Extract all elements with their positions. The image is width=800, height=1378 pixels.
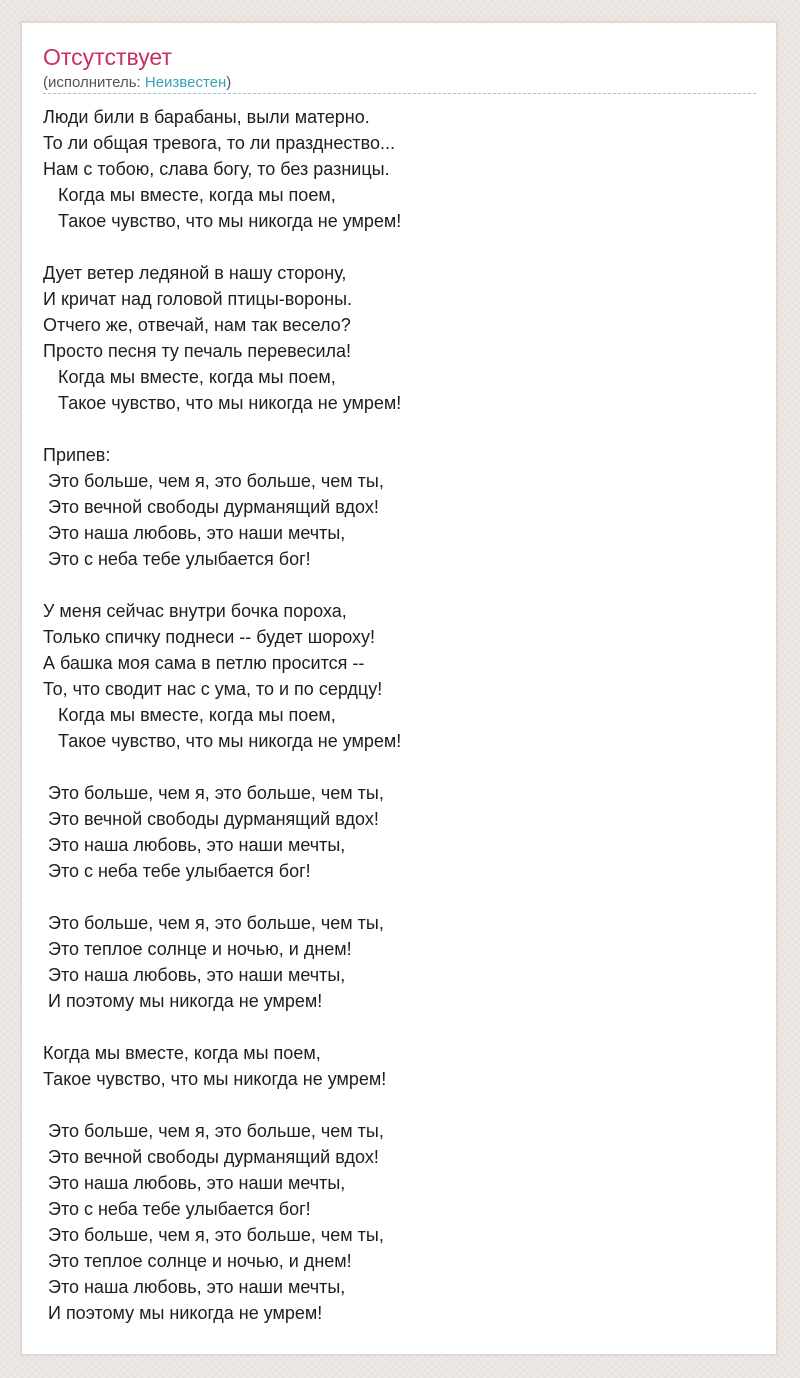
lyric-line: Отчего же, отвечай, нам так весело? — [43, 315, 351, 335]
lyric-line: Это с неба тебе улыбается бог! — [43, 861, 311, 881]
lyric-line: Дует ветер ледяной в нашу сторону, — [43, 263, 347, 283]
stanza-break — [43, 234, 753, 260]
lyric-line: И поэтому мы никогда не умрем! — [43, 991, 323, 1011]
lyric-line: Такое чувство, что мы никогда не умрем! — [43, 211, 402, 231]
lyric-line: У меня сейчас внутри бочка пороха, — [43, 601, 347, 621]
lyric-line: Когда мы вместе, когда мы поем, — [43, 705, 336, 725]
lyric-line: Это больше, чем я, это больше, чем ты, — [43, 1121, 384, 1141]
lyric-line: Это вечной свободы дурманящий вдох! — [43, 1147, 379, 1167]
lyric-line: Когда мы вместе, когда мы поем, — [43, 1043, 321, 1063]
lyric-line: Это больше, чем я, это больше, чем ты, — [43, 1225, 384, 1245]
lyric-line: То ли общая тревога, то ли празднество... — [43, 133, 395, 153]
stanza-break — [43, 572, 753, 598]
lyric-line: Просто песня ту печаль перевесила! — [43, 341, 352, 361]
title-divider — [43, 93, 756, 94]
stanza-break — [43, 754, 753, 780]
lyric-line: Это вечной свободы дурманящий вдох! — [43, 497, 379, 517]
lyric-line: Это теплое солнце и ночью, и днем! — [43, 1251, 352, 1271]
stanza-break — [43, 884, 753, 910]
lyric-line: Это наша любовь, это наши мечты, — [43, 1277, 346, 1297]
lyric-line: Это больше, чем я, это больше, чем ты, — [43, 783, 384, 803]
lyric-line: Такое чувство, что мы никогда не умрем! — [43, 731, 402, 751]
song-title: Отсутствует — [43, 44, 172, 70]
stanza-break — [43, 1092, 753, 1118]
stanza-break — [43, 416, 753, 442]
artist-suffix: ) — [226, 74, 232, 91]
lyrics-card — [21, 22, 777, 1355]
lyric-line: А башка моя сама в петлю просится -- — [43, 653, 365, 673]
lyric-line: И кричат над головой птицы-вороны. — [43, 289, 353, 309]
lyric-line: Только спичку поднеси -- будет шороху! — [43, 627, 376, 647]
lyric-line: Нам с тобою, слава богу, то без разницы. — [43, 159, 390, 179]
lyric-line: Это наша любовь, это наши мечты, — [43, 523, 346, 543]
lyric-line: Это теплое солнце и ночью, и днем! — [43, 939, 352, 959]
lyric-line: Это больше, чем я, это больше, чем ты, — [43, 471, 384, 491]
lyric-line: Это наша любовь, это наши мечты, — [43, 965, 346, 985]
lyric-line: Это наша любовь, это наши мечты, — [43, 1173, 346, 1193]
lyric-line: Когда мы вместе, когда мы поем, — [43, 185, 336, 205]
artist-link[interactable]: Неизвестен — [144, 74, 227, 91]
lyric-line: Это с неба тебе улыбается бог! — [43, 549, 311, 569]
lyric-line: Это больше, чем я, это больше, чем ты, — [43, 913, 384, 933]
lyric-line: Это наша любовь, это наши мечты, — [43, 835, 346, 855]
lyric-line: Это вечной свободы дурманящий вдох! — [43, 809, 379, 829]
lyric-line: Такое чувство, что мы никогда не умрем! — [43, 1069, 387, 1089]
lyrics-text — [43, 104, 753, 1326]
artist-prefix: (исполнитель: — [43, 74, 145, 91]
lyric-line: То, что сводит нас с ума, то и по сердцу! — [43, 679, 383, 699]
lyric-line: И поэтому мы никогда не умрем! — [43, 1303, 323, 1323]
lyric-line: Люди били в барабаны, выли матерно. — [43, 107, 370, 127]
stanza-break — [43, 1014, 753, 1040]
lyric-line: Это с неба тебе улыбается бог! — [43, 1199, 311, 1219]
lyric-line: Когда мы вместе, когда мы поем, — [43, 367, 336, 387]
lyric-line: Такое чувство, что мы никогда не умрем! — [43, 393, 402, 413]
lyric-line: Припев: — [43, 445, 111, 465]
artist-line — [43, 73, 231, 93]
